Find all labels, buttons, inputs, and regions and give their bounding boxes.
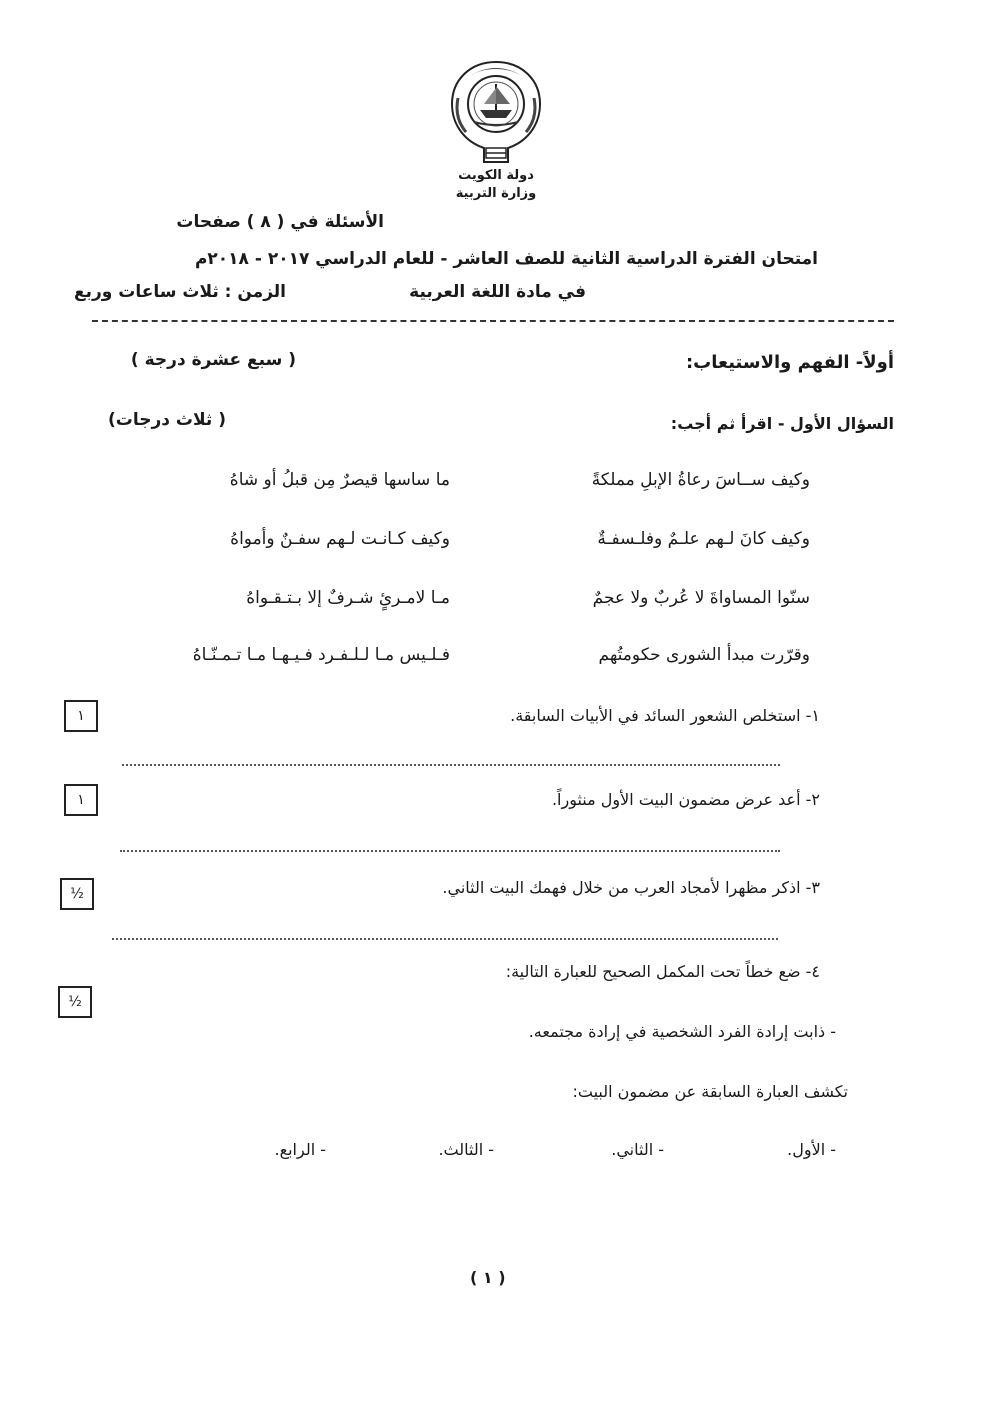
option-third[interactable]: - الثالث.	[438, 1140, 494, 1159]
section-marks: ( سبع عشرة درجة )	[130, 350, 296, 370]
kuwait-emblem-icon	[440, 58, 552, 170]
time-line: الزمن : ثلاث ساعات وربع	[74, 282, 286, 302]
option-second[interactable]: - الثاني.	[611, 1140, 664, 1159]
poem-verse-1-left: ما ساسها قيصرٌ مِن قبلُ أو شاهُ	[229, 470, 450, 490]
subject-line: في مادة اللغة العربية	[409, 282, 586, 302]
pages-note: الأسئلة في ( ٨ ) صفحات	[176, 212, 384, 232]
grade-value-2: ١	[77, 792, 85, 808]
grade-box-3	[60, 878, 94, 910]
ministry-name: وزارة التربية	[455, 186, 537, 201]
grade-value-3: ½	[70, 886, 84, 902]
page-number: ( ١ )	[470, 1268, 506, 1287]
grade-box-1	[64, 700, 98, 732]
answer-line-2[interactable]	[120, 850, 780, 852]
question-item-3: ٣- اذكر مظهرا لأمجاد العرب من خلال فهمك البيت الثاني.	[442, 878, 820, 897]
poem-verse-2-right: وكيف كانَ لـهم علـمٌ وفلـسفـةٌ	[597, 529, 810, 549]
question1-prompt: السؤال الأول - اقرأ ثم أجب:	[670, 414, 894, 433]
option-fourth[interactable]: - الرابع.	[274, 1140, 326, 1159]
poem-verse-1-right: وكيف ســاسَ رعاةُ الإبلِ مملكةً	[591, 470, 810, 490]
statement-text: - ذابت إرادة الفرد الشخصية في إرادة مجتمعه.	[528, 1022, 836, 1041]
question1-marks: ( ثلاث درجات)	[108, 410, 226, 430]
poem-verse-4-left: فـلـيس مـا لـلـفـرد فـيـهـا مـا تـمـنّـاهُ	[192, 645, 450, 665]
poem-verse-3-right: سنّوا المساواةَ لا عُربٌ ولا عجمٌ	[592, 588, 810, 608]
exam-title: امتحان الفترة الدراسية الثانية للصف العاشر - للعام الدراسي ٢٠١٧ - ٢٠١٨م	[194, 249, 818, 269]
question-item-4: ٤- ضع خطاً تحت المكمل الصحيح للعبارة التالية:	[505, 962, 820, 981]
grade-value-4: ½	[68, 994, 82, 1010]
gov-name: دولة الكويت	[458, 168, 534, 183]
question-item-2: ٢- أعد عرض مضمون البيت الأول منثوراً.	[551, 790, 820, 809]
grade-box-4	[58, 986, 92, 1018]
answer-line-3[interactable]	[112, 938, 778, 940]
grade-box-2	[64, 784, 98, 816]
question-item-1: ١- استخلص الشعور السائد في الأبيات السابقة.	[510, 706, 820, 725]
poem-verse-2-left: وكيف كـانـت لـهم سفـنٌ وأمواهُ	[230, 529, 450, 549]
poem-verse-3-left: مـا لامـرئٍ شـرفٌ إلا بـتـقـواهُ	[246, 588, 450, 608]
header-divider	[92, 320, 894, 322]
poem-verse-4-right: وقرّرت مبدأ الشورى حكومتُهم	[598, 645, 810, 665]
section-title: أولاً- الفهم والاستيعاب:	[685, 352, 894, 373]
reveal-prompt: تكشف العبارة السابقة عن مضمون البيت:	[572, 1082, 848, 1101]
answer-line-1[interactable]	[122, 764, 780, 766]
option-first[interactable]: - الأول.	[787, 1140, 836, 1159]
grade-value-1: ١	[77, 708, 85, 724]
